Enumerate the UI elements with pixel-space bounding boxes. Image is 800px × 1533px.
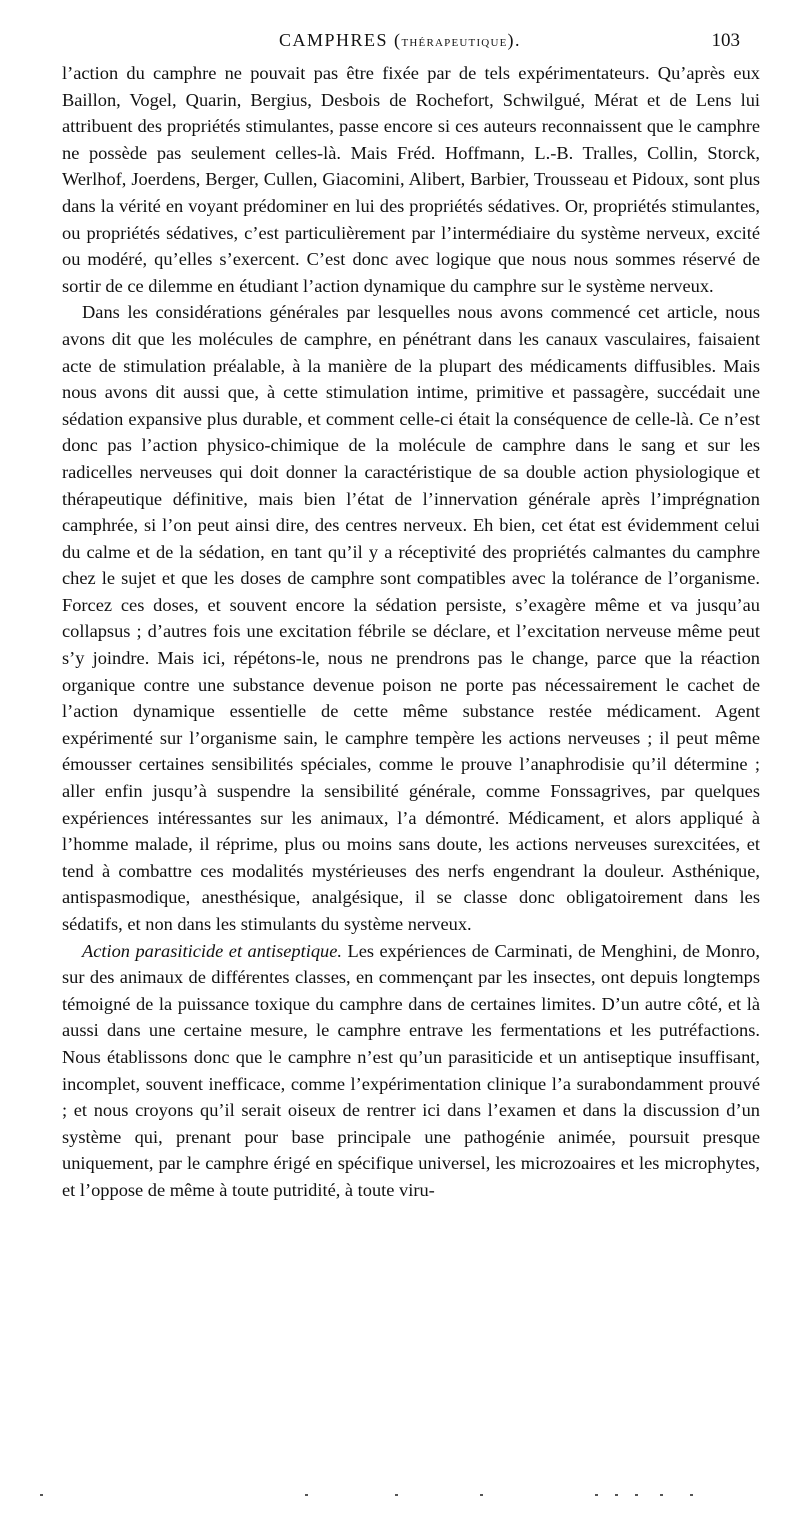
paragraph-1 xyxy=(62,60,760,299)
paragraph-2 xyxy=(62,299,760,937)
running-title xyxy=(60,30,740,51)
scan-speck xyxy=(595,1494,598,1496)
running-title-subtitle: THÉRAPEUTIQUE xyxy=(401,37,508,49)
running-title-main: CAMPHRES ( xyxy=(278,30,402,50)
scan-artifacts xyxy=(30,1494,770,1500)
scan-speck xyxy=(635,1494,638,1496)
paragraph-3-text: Les expériences de Carminati, de Menghini, de Monro, sur des animaux de différentes classes, en commençant par les insectes, ont depuis longtemps témoigné de la puissance toxique du camphre dans de certaines limites. D’un autre côté, et là aussi dans une certaine mesure, le camphre entrave les fermentations et les putréfactions. Nous établissons donc que le camphre n’est qu’un parasiticide et un antiseptique insuffisant, incomplet, souvent inefficace, comme l’expérimentation clinique l’a surabondamment prouvé ; et nous croyons qu’il serait oiseux de rentrer ici dans l’examen et dans la discussion d’un système qui, prenant pour base principale une pathogénie animée, poursuit presque uniquement, par le camphre érigé en spécifique universel, les microzoaires et les microphytes, et l’oppose de même à toute putridité, à toute viru- xyxy=(62,940,760,1200)
running-head xyxy=(60,30,740,58)
scan-speck xyxy=(480,1494,483,1496)
paragraph-1-text: l’action du camphre ne pouvait pas être fixée par de tels expérimentateurs. Qu’après eux Baillon, Vogel, Quarin, Bergius, Desbois de Rochefort, Schwilgué, Mérat et de Lens lui attribuent des propriétés stimulantes, passe encore si ces auteurs reconnaissent que le camphre ne possède pas seulement celles-là. Mais Fréd. Hoffmann, L.-B. Tralles, Collin, Storck, Werlhof, Joerdens, Berger, Cullen, Giacomini, Alibert, Barbier, Trousseau et Pidoux, sont plus dans la vérité en voyant prédominer en lui des propriétés sédatives. Or, propriétés stimulantes, ou propriétés sédatives, c’est particulièrement par l’intermédiaire du système nerveux, excité ou modéré, qu’elles s’exercent. C’est donc avec logique que nous nous sommes réservé de sortir de ce dilemme en étudiant l’action dynamique du camphre sur le système nerveux. xyxy=(62,63,760,296)
page-number: 103 xyxy=(711,30,740,51)
paragraph-3-heading: Action parasiticide et antiseptique. xyxy=(82,940,342,961)
body-text xyxy=(62,60,760,1204)
scan-speck xyxy=(690,1494,693,1496)
scan-speck xyxy=(395,1494,398,1496)
scan-speck xyxy=(40,1494,43,1496)
paragraph-3 xyxy=(62,938,760,1204)
running-title-end: ). xyxy=(507,30,522,50)
scan-speck xyxy=(660,1494,663,1496)
scan-speck xyxy=(305,1494,308,1496)
paragraph-2-text: Dans les considérations générales par lesquelles nous avons commencé cet article, nous avons dit que les molécules de camphre, en pénétrant dans les canaux vasculaires, faisaient acte de stimulation préalable, à la manière de la plupart des médicaments diffusibles. Mais nous avons dit aussi que, à cette stimulation intime, primitive et passagère, succédait une sédation expansive plus durable, et comment celle-ci était la conséquence de celle-là. Ce n’est donc pas l’action physico-chimique de la molécule de camphre dans le sang et sur les radicelles nerveuses qui doit donner la caractéristique de sa double action physiologique et thérapeutique définitive, mais bien l’état de l’innervation générale après l’imprégnation camphrée, si l’on peut ainsi dire, des centres nerveux. Eh bien, cet état est évidemment celui du calme et de la sédation, en tant qu’il y a réceptivité des propriétés calmantes du camphre chez le sujet et que les doses de camphre sont compatibles avec la tolérance de l’organisme. Forcez ces doses, et souvent encore la sédation persiste, s’exagère même et va jusqu’au collapsus ; d’autres fois une excitation fébrile se déclare, et l’excitation nerveuse même peut s’y joindre. Mais ici, répétons-le, nous ne prendrons pas le change, parce que la réaction organique contre une substance devenue poison ne porte pas nécessairement le cachet de l’action dynamique essentielle de cette même substance restée médicament. Agent expérimenté sur l’organisme sain, le camphre tempère les actions nerveuses ; il peut même émousser certaines sensibilités spéciales, comme le prouve l’anaphrodisie qu’il détermine ; aller enfin jusqu’à suspendre la sensibilité générale, comme Fonssagrives, par quelques expériences intéressantes sur les animaux, l’a démontré. Médicament, et alors appliqué à l’homme malade, il réprime, plus ou moins sans doute, les actions nerveuses surexcitées, et tend à combattre ces modalités mystérieuses des nerfs engendrant la douleur. Asthénique, antispasmodique, anesthésique, analgésique, il se classe donc obligatoirement dans les sédatifs, et non dans les stimulants du système nerveux. xyxy=(62,302,760,934)
scan-speck xyxy=(615,1494,618,1496)
